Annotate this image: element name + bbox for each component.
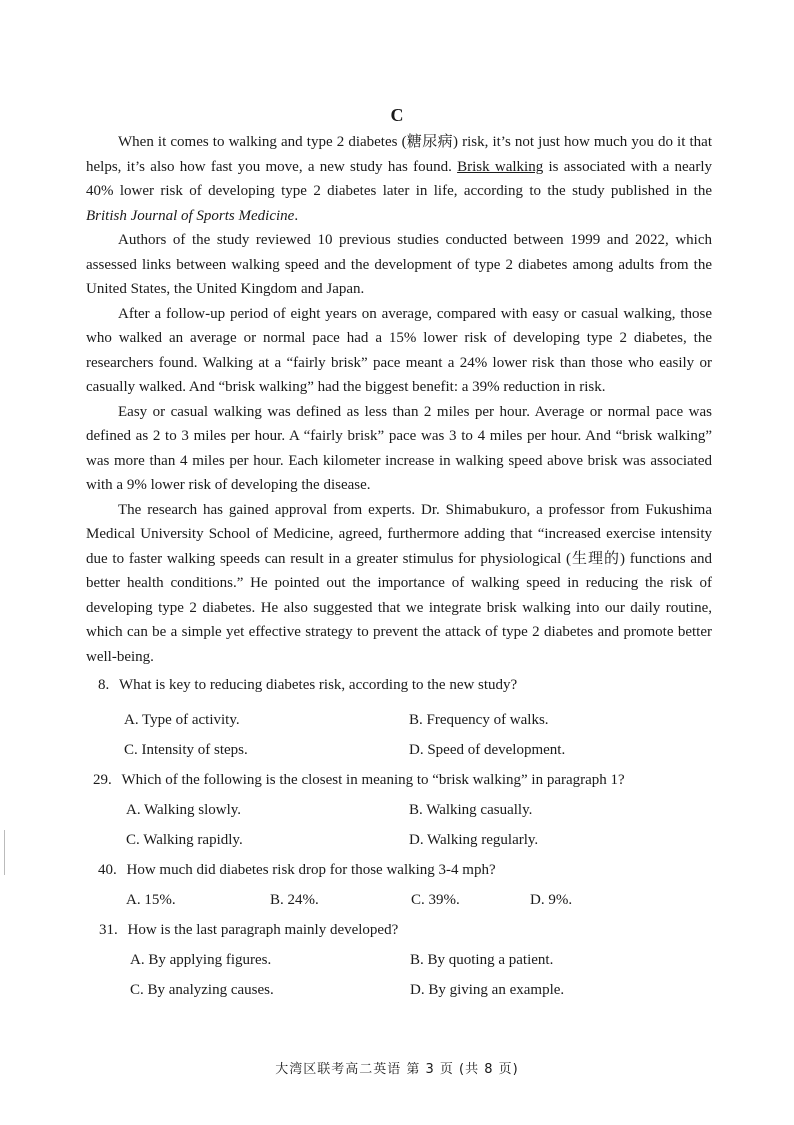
question-4-stem: How is the last paragraph mainly developed? [127,922,399,938]
page-footer: 大湾区联考高二英语 第 3 页 (共 8 页) [275,1062,519,1077]
question-2-number: 29. [93,772,112,788]
journal-title: British Journal of Sports Medicine [86,207,295,224]
paragraph-4: Easy or casual walking was defined as less than 2 miles per hour. Average or normal pace was defined as 2 to 3 miles per hour. A “fairly brisk” pace was 3 to 4 miles per hour. And “brisk walking” was more than 4 miles per hour. Each kilometer increase in walking speed above brisk was associated with a 9% lower risk of developing the disease. [86,403,712,493]
paragraph-1-text-c: . [294,207,299,224]
question-2 [93,772,625,789]
question-3-option-a[interactable]: A. 15%. [126,892,176,908]
question-1-number: 8. [98,677,110,693]
question-4-number: 31. [99,922,118,938]
question-3-option-c[interactable]: C. 39%. [411,892,460,908]
question-1-stem: What is key to reducing diabetes risk, according to the new study? [119,677,518,693]
question-3-option-b[interactable]: B. 24%. [270,892,319,908]
question-2-stem: Which of the following is the closest in meaning to “brisk walking” in paragraph 1? [121,772,625,788]
question-3-stem: How much did diabetes risk drop for those walking 3-4 mph? [126,862,496,878]
paragraph-1-text-a: When it comes to walking and type 2 diabetes (糖尿病) risk, it’s not just how much you do it that helps, it’s also how fast you move, a new study has found. [86,134,712,175]
question-3-number: 40. [98,862,117,878]
paragraph-2: Authors of the study reviewed 10 previous studies conducted between 1999 and 2022, which assessed links between walking speed and the development of type 2 diabetes among adults from the United States, the United Kingdom and Japan. [86,232,712,297]
question-3 [98,862,496,879]
paragraph-1-text-b: is associated with a nearly 40% lower risk of developing type 2 diabetes later in life, according to the study published in the [86,158,712,199]
question-1-option-c[interactable]: C. Intensity of steps. [124,742,248,758]
section-heading: C [390,105,404,125]
question-1-option-a[interactable]: A. Type of activity. [124,712,240,728]
paragraph-1 [86,130,712,228]
underlined-phrase: Brisk walking [457,158,544,175]
paragraph-3: After a follow-up period of eight years on average, compared with easy or casual walking, those who walked an average or normal pace had a 15% lower risk of developing type 2 diabetes, the researchers found. Walking at a “fairly brisk” pace meant a 24% lower risk than those who easily or casually walked. And “brisk walking” had the biggest benefit: a 39% reduction in risk. [86,305,712,395]
question-2-option-a[interactable]: A. Walking slowly. [126,802,242,818]
question-4-option-a[interactable]: A. By applying figures. [130,952,272,968]
question-4 [99,922,398,939]
question-1-option-b[interactable]: B. Frequency of walks. [409,712,549,728]
question-3-option-d[interactable]: D. 9%. [530,892,573,908]
scan-margin-mark [4,830,5,875]
question-4-option-d[interactable]: D. By giving an example. [410,982,565,998]
question-1-option-d[interactable]: D. Speed of development. [409,742,566,758]
question-1 [98,677,517,694]
reading-passage [86,130,712,669]
paragraph-5: The research has gained approval from experts. Dr. Shimabukuro, a professor from Fukushima Medical University School of Medicine, agreed, furthermore adding that “increased exercise intensity due to faster walking speeds can result in a greater stimulus for physiological (生理的) functions and better health conditions.” He pointed out the importance of walking speed in reducing the risk of developing type 2 diabetes. He also suggested that we integrate brisk walking into our daily routine, which can be a simple yet effective strategy to prevent the attack of type 2 diabetes and promote better well-being. [86,501,712,665]
question-2-option-c[interactable]: C. Walking rapidly. [126,832,243,848]
question-4-option-b[interactable]: B. By quoting a patient. [410,952,554,968]
question-2-option-d[interactable]: D. Walking regularly. [409,832,539,848]
question-2-option-b[interactable]: B. Walking casually. [409,802,533,818]
question-4-option-c[interactable]: C. By analyzing causes. [130,982,274,998]
